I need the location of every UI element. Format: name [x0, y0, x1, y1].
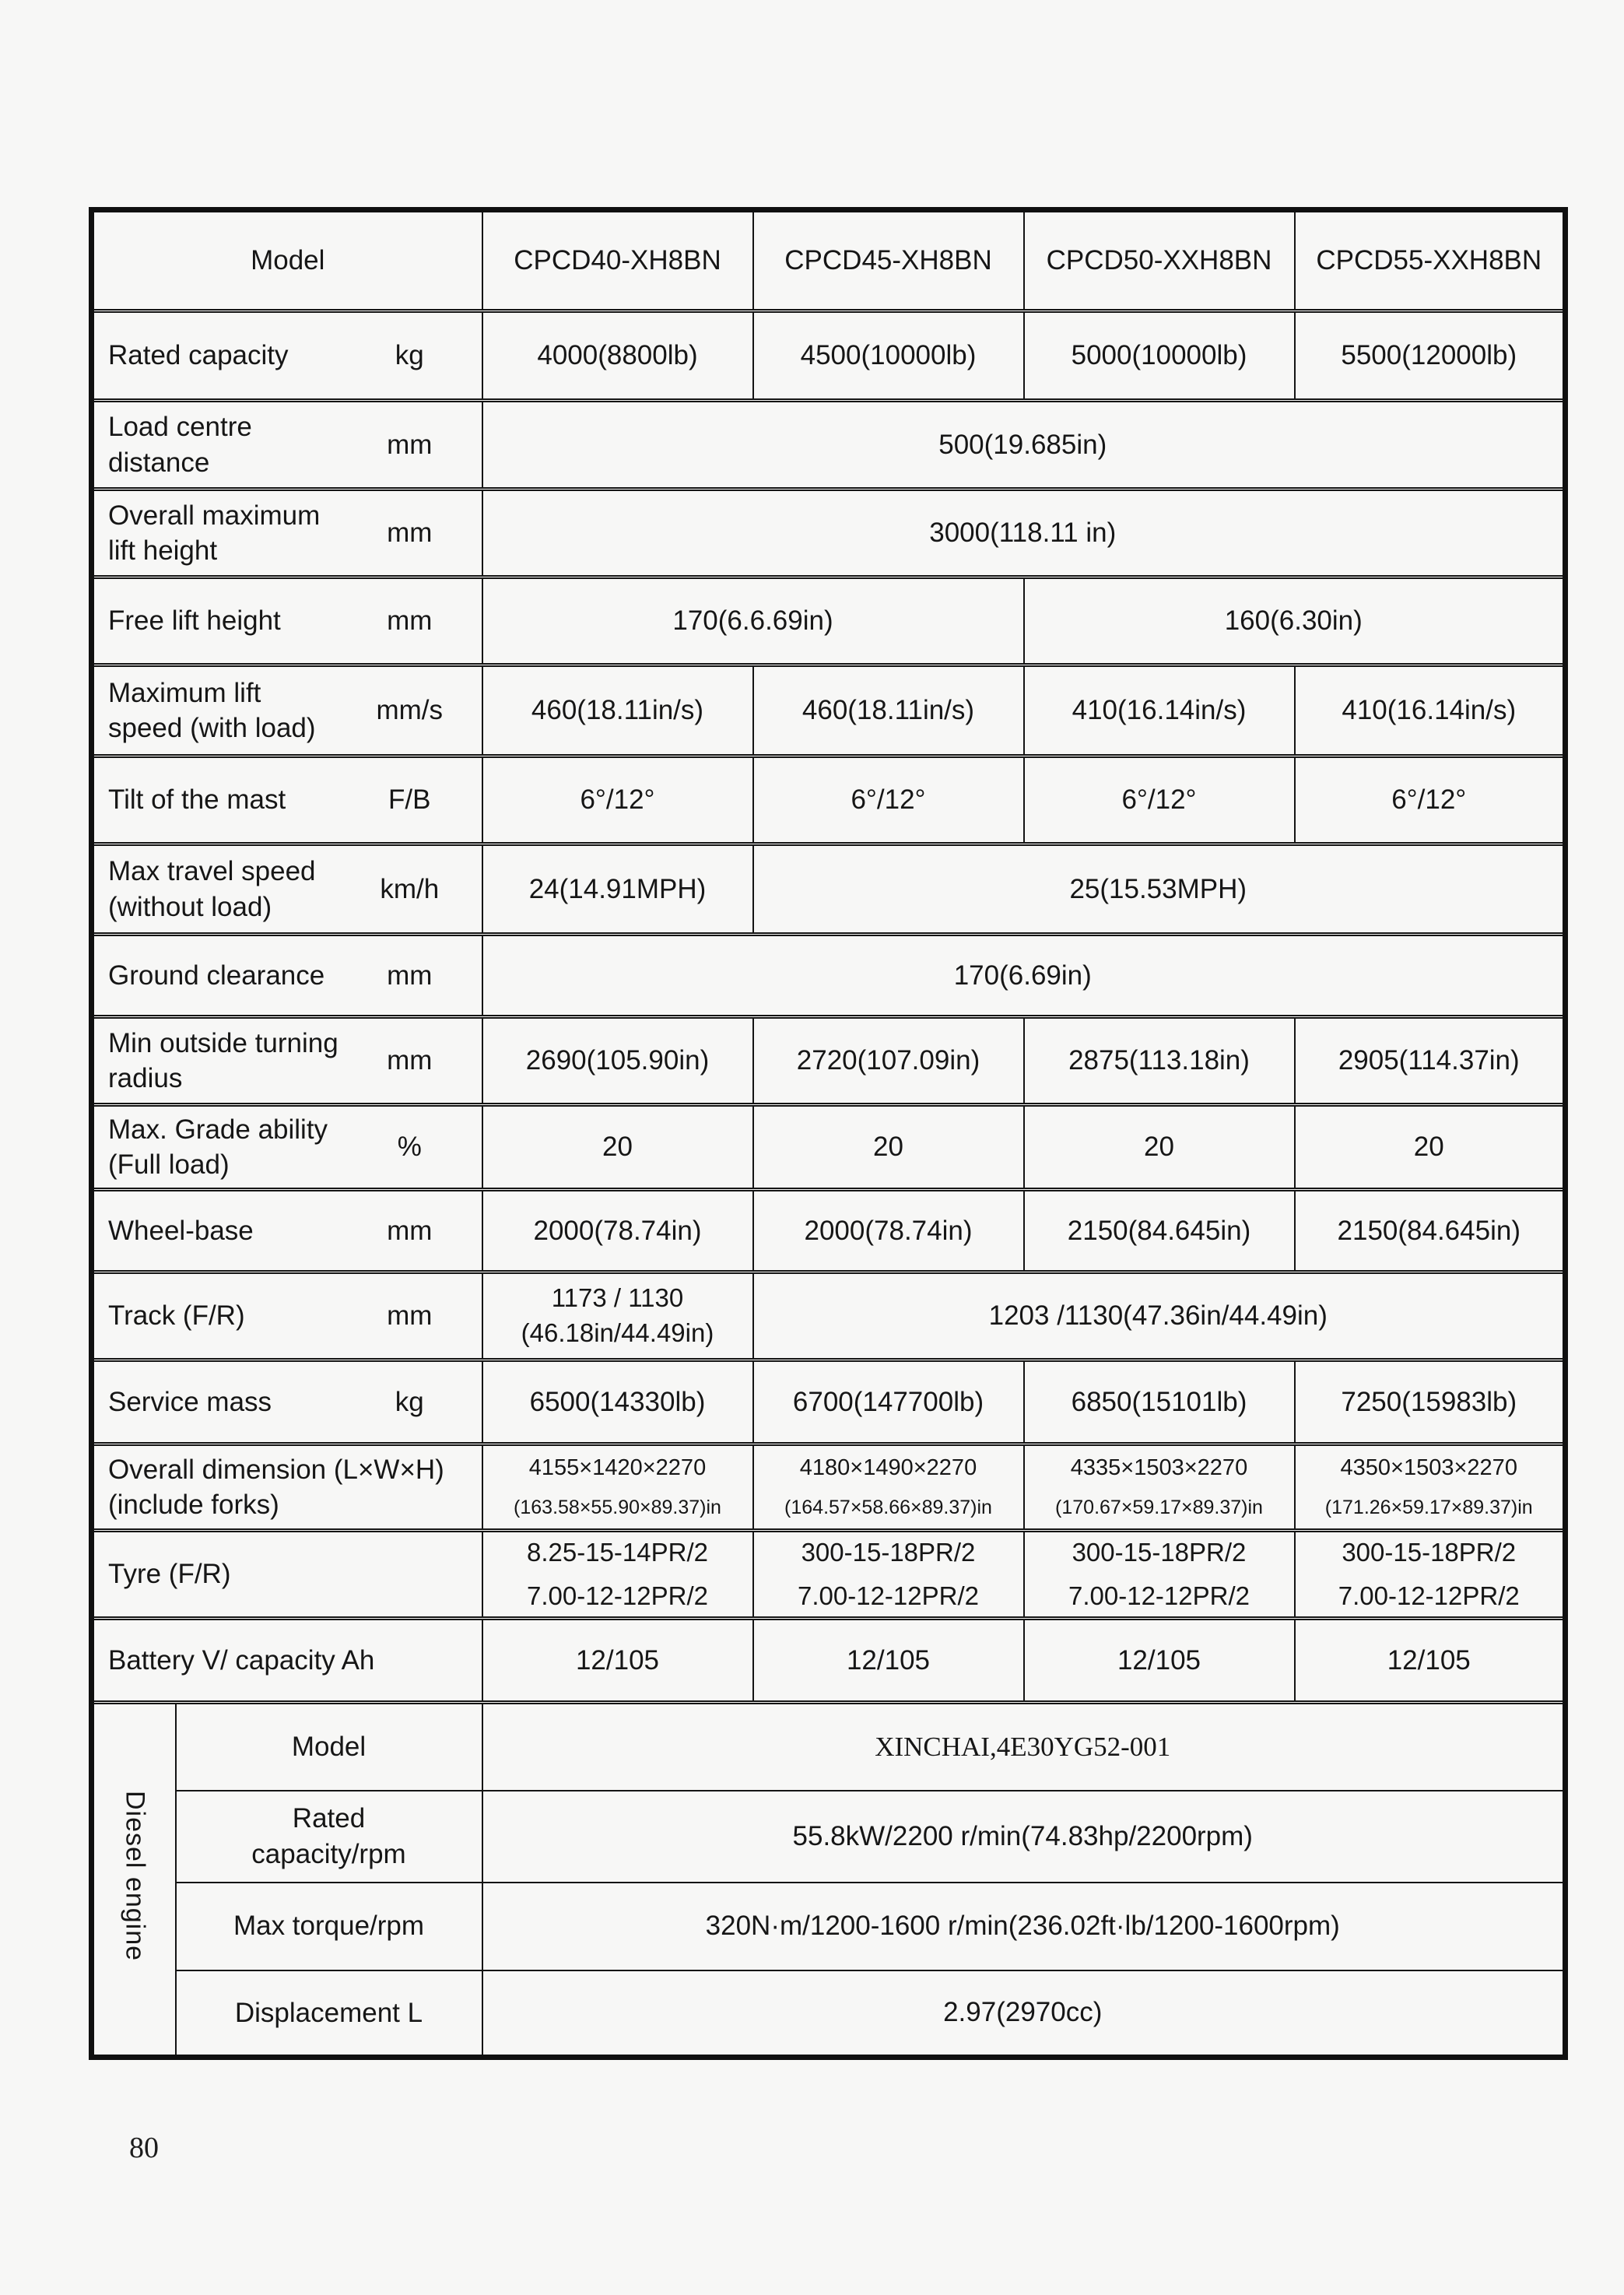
- model-name-1: CPCD40-XH8BN: [482, 210, 753, 311]
- spec-value: 20: [1024, 1105, 1295, 1190]
- spec-value: [753, 1444, 1024, 1531]
- row-engine-model: [92, 1703, 1566, 1791]
- spec-value: 2690(105.90in): [482, 1017, 753, 1105]
- engine-rated-value: 55.8kW/2200 r/min(74.83hp/2200rpm): [482, 1791, 1566, 1883]
- engine-group-label: Diesel engine: [120, 1790, 150, 1962]
- spec-value: 6500(14330lb): [482, 1360, 753, 1444]
- tyre-front: 300-15-18PR/2: [1342, 1538, 1517, 1567]
- spec-value: 410(16.14in/s): [1024, 665, 1295, 756]
- spec-value: 2000(78.74in): [482, 1190, 753, 1272]
- dimension-mm: 4155×1420×2270: [528, 1455, 707, 1480]
- spec-label: Ground clearance: [108, 960, 325, 991]
- row-overall-max-lift-height: [92, 490, 1566, 577]
- model-header-label: Model: [92, 210, 482, 311]
- engine-row-label: Model: [291, 1732, 367, 1762]
- spec-value: 4000(8800lb): [482, 311, 753, 401]
- page-number: 80: [129, 2132, 159, 2164]
- dimension-in: (164.57×58.66×89.37)in: [784, 1497, 992, 1518]
- spec-unit: %: [397, 1132, 422, 1162]
- dimension-mm: 4335×1503×2270: [1070, 1455, 1248, 1480]
- spec-value: [482, 1531, 753, 1619]
- spec-label: Overall dimension (L×W×H)(include forks): [108, 1454, 444, 1520]
- spec-unit: F/B: [388, 784, 431, 815]
- row-service-mass: [92, 1360, 1566, 1444]
- spec-label: Rated capacity: [108, 340, 289, 371]
- engine-torque-label-cell: [176, 1883, 482, 1970]
- spec-label: Tilt of the mast: [108, 784, 286, 816]
- spec-value: 5000(10000lb): [1024, 311, 1295, 401]
- row-min-turning-radius: [92, 1017, 1566, 1105]
- battery-label-cell: [92, 1619, 482, 1703]
- spec-unit: mm: [387, 1215, 433, 1246]
- spec-unit: mm: [387, 1045, 433, 1076]
- row-max-lift-speed: [92, 665, 1566, 756]
- overall-lift-label-cell: [92, 490, 482, 577]
- spec-value: 24(14.91MPH): [482, 844, 753, 935]
- row-ground-clearance: [92, 935, 1566, 1017]
- tyre-rear: 7.00-12-12PR/2: [527, 1581, 708, 1610]
- spec-unit: kg: [395, 340, 424, 370]
- spec-value: [1024, 1444, 1295, 1531]
- spec-unit: mm: [387, 605, 433, 636]
- engine-row-label: Displacement L: [234, 1997, 423, 2028]
- spec-value-merged: 1203 /1130(47.36in/44.49in): [753, 1272, 1566, 1360]
- spec-unit: mm/s: [376, 695, 444, 725]
- engine-displacement-value: 2.97(2970cc): [482, 1970, 1566, 2058]
- spec-value: 2720(107.09in): [753, 1017, 1024, 1105]
- row-engine-max-torque: [92, 1883, 1566, 1970]
- spec-unit: kg: [395, 1386, 424, 1417]
- row-engine-rated-capacity: [92, 1791, 1566, 1883]
- track-front-rear-in: (46.18in/44.49in): [521, 1318, 714, 1347]
- dimension-in: (163.58×55.90×89.37)in: [514, 1497, 721, 1518]
- spec-value: 7250(15983lb): [1295, 1360, 1566, 1444]
- tyre-rear: 7.00-12-12PR/2: [1338, 1581, 1520, 1610]
- spec-unit: mm: [387, 1300, 433, 1331]
- spec-value-merged: 500(19.685in): [482, 401, 1566, 490]
- tyre-front: 300-15-18PR/2: [1072, 1538, 1247, 1567]
- tyre-rear: 7.00-12-12PR/2: [798, 1581, 979, 1610]
- spec-unit: km/h: [380, 873, 440, 904]
- row-max-travel-speed: [92, 844, 1566, 935]
- engine-row-label: Max torque/rpm: [233, 1911, 425, 1942]
- spec-value: 6°/12°: [1295, 756, 1566, 844]
- track-label-cell: [92, 1272, 482, 1360]
- tilt-label-cell: [92, 756, 482, 844]
- rated-capacity-label-cell: [92, 311, 482, 401]
- spec-value: 20: [482, 1105, 753, 1190]
- spec-value: [1295, 1444, 1566, 1531]
- service-mass-label-cell: [92, 1360, 482, 1444]
- spec-value: 2150(84.645in): [1295, 1190, 1566, 1272]
- spec-label: Track (F/R): [108, 1300, 245, 1332]
- wheel-base-label-cell: [92, 1190, 482, 1272]
- spec-value: 20: [1295, 1105, 1566, 1190]
- spec-value: 12/105: [482, 1619, 753, 1703]
- overall-dimension-label-cell: [92, 1444, 482, 1531]
- engine-model-label-cell: [176, 1703, 482, 1791]
- spec-label: Max. Grade ability (Full load): [108, 1114, 328, 1180]
- spec-value-merged: 160(6.30in): [1024, 577, 1566, 665]
- grade-ability-label-cell: [92, 1105, 482, 1190]
- row-overall-dimension: [92, 1444, 1566, 1531]
- spec-value: 6°/12°: [482, 756, 753, 844]
- spec-value-merged: 170(6.69in): [482, 935, 1566, 1017]
- tyre-front: 300-15-18PR/2: [801, 1538, 976, 1567]
- spec-value: 460(18.11in/s): [753, 665, 1024, 756]
- spec-label: Free lift height: [108, 605, 281, 637]
- free-lift-label-cell: [92, 577, 482, 665]
- max-travel-label-cell: [92, 844, 482, 935]
- spec-value: 2150(84.645in): [1024, 1190, 1295, 1272]
- row-model-header: [92, 210, 1566, 311]
- row-tyre: [92, 1531, 1566, 1619]
- model-name-2: CPCD45-XH8BN: [753, 210, 1024, 311]
- spec-value: 2875(113.18in): [1024, 1017, 1295, 1105]
- spec-label: Battery V/ capacity Ah: [108, 1644, 375, 1676]
- spec-value: [482, 1444, 753, 1531]
- row-load-centre-distance: [92, 401, 1566, 490]
- spec-value: 12/105: [1024, 1619, 1295, 1703]
- dimension-mm: 4180×1490×2270: [799, 1455, 977, 1480]
- row-rated-capacity: [92, 311, 1566, 401]
- spec-label: Maximum lift speed (with load): [108, 677, 316, 743]
- engine-torque-value: 320N·m/1200-1600 r/min(236.02ft·lb/1200-1600rpm): [482, 1883, 1566, 1970]
- load-centre-label-cell: [92, 401, 482, 490]
- spec-value: 12/105: [1295, 1619, 1566, 1703]
- row-free-lift-height: [92, 577, 1566, 665]
- spec-value: 12/105: [753, 1619, 1024, 1703]
- max-lift-speed-label-cell: [92, 665, 482, 756]
- spec-value: 5500(12000lb): [1295, 311, 1566, 401]
- spec-value: 410(16.14in/s): [1295, 665, 1566, 756]
- row-wheel-base: [92, 1190, 1566, 1272]
- spec-value: 460(18.11in/s): [482, 665, 753, 756]
- row-tilt-of-mast: [92, 756, 1566, 844]
- track-front-rear-mm: 1173 / 1130: [551, 1283, 684, 1313]
- row-grade-ability: [92, 1105, 1566, 1190]
- spec-unit: mm: [387, 960, 433, 991]
- spec-label: Service mass: [108, 1386, 272, 1417]
- engine-rated-label-cell: [176, 1791, 482, 1883]
- spec-value: 6°/12°: [753, 756, 1024, 844]
- spec-value: 2905(114.37in): [1295, 1017, 1566, 1105]
- spec-value: 6850(15101lb): [1024, 1360, 1295, 1444]
- spec-label: Max travel speed (without load): [108, 856, 316, 922]
- spec-unit: mm: [387, 518, 433, 548]
- spec-value: [1024, 1531, 1295, 1619]
- dimension-in: (170.67×59.17×89.37)in: [1055, 1497, 1263, 1518]
- row-battery: [92, 1619, 1566, 1703]
- spec-value-merged: 170(6.6.69in): [482, 577, 1024, 665]
- ground-clearance-label-cell: [92, 935, 482, 1017]
- spec-value: 6°/12°: [1024, 756, 1295, 844]
- dimension-in: (171.26×59.17×89.37)in: [1324, 1497, 1533, 1518]
- tyre-rear: 7.00-12-12PR/2: [1068, 1581, 1250, 1610]
- spec-value: 6700(147700lb): [753, 1360, 1024, 1444]
- forklift-spec-table: [89, 207, 1568, 2060]
- tyre-front: 8.25-15-14PR/2: [527, 1538, 708, 1567]
- row-track: [92, 1272, 1566, 1360]
- spec-value-merged: 25(15.53MPH): [753, 844, 1566, 935]
- spec-value: [753, 1531, 1024, 1619]
- spec-label: Wheel-base: [108, 1215, 254, 1246]
- dimension-mm: 4350×1503×2270: [1340, 1455, 1517, 1480]
- engine-row-label: Rated capacity/rpm: [251, 1803, 406, 1869]
- spec-value: 2000(78.74in): [753, 1190, 1024, 1272]
- engine-group-label-cell: [92, 1703, 176, 2058]
- spec-value: 20: [753, 1105, 1024, 1190]
- spec-label: Overall maximum lift height: [108, 500, 321, 566]
- engine-model-value: XINCHAI,4E30YG52-001: [482, 1703, 1566, 1791]
- spec-value-merged: 3000(118.11 in): [482, 490, 1566, 577]
- spec-value: [482, 1272, 753, 1360]
- spec-value: [1295, 1531, 1566, 1619]
- spec-label: Tyre (F/R): [108, 1559, 231, 1590]
- tyre-label-cell: [92, 1531, 482, 1619]
- spec-label: Load centre distance: [108, 412, 252, 478]
- spec-unit: mm: [387, 429, 433, 460]
- spec-label: Min outside turning radius: [108, 1027, 338, 1093]
- engine-displacement-label-cell: [176, 1970, 482, 2058]
- spec-value: 4500(10000lb): [753, 311, 1024, 401]
- row-engine-displacement: [92, 1970, 1566, 2058]
- turning-radius-label-cell: [92, 1017, 482, 1105]
- model-name-4: CPCD55-XXH8BN: [1295, 210, 1566, 311]
- model-name-3: CPCD50-XXH8BN: [1024, 210, 1295, 311]
